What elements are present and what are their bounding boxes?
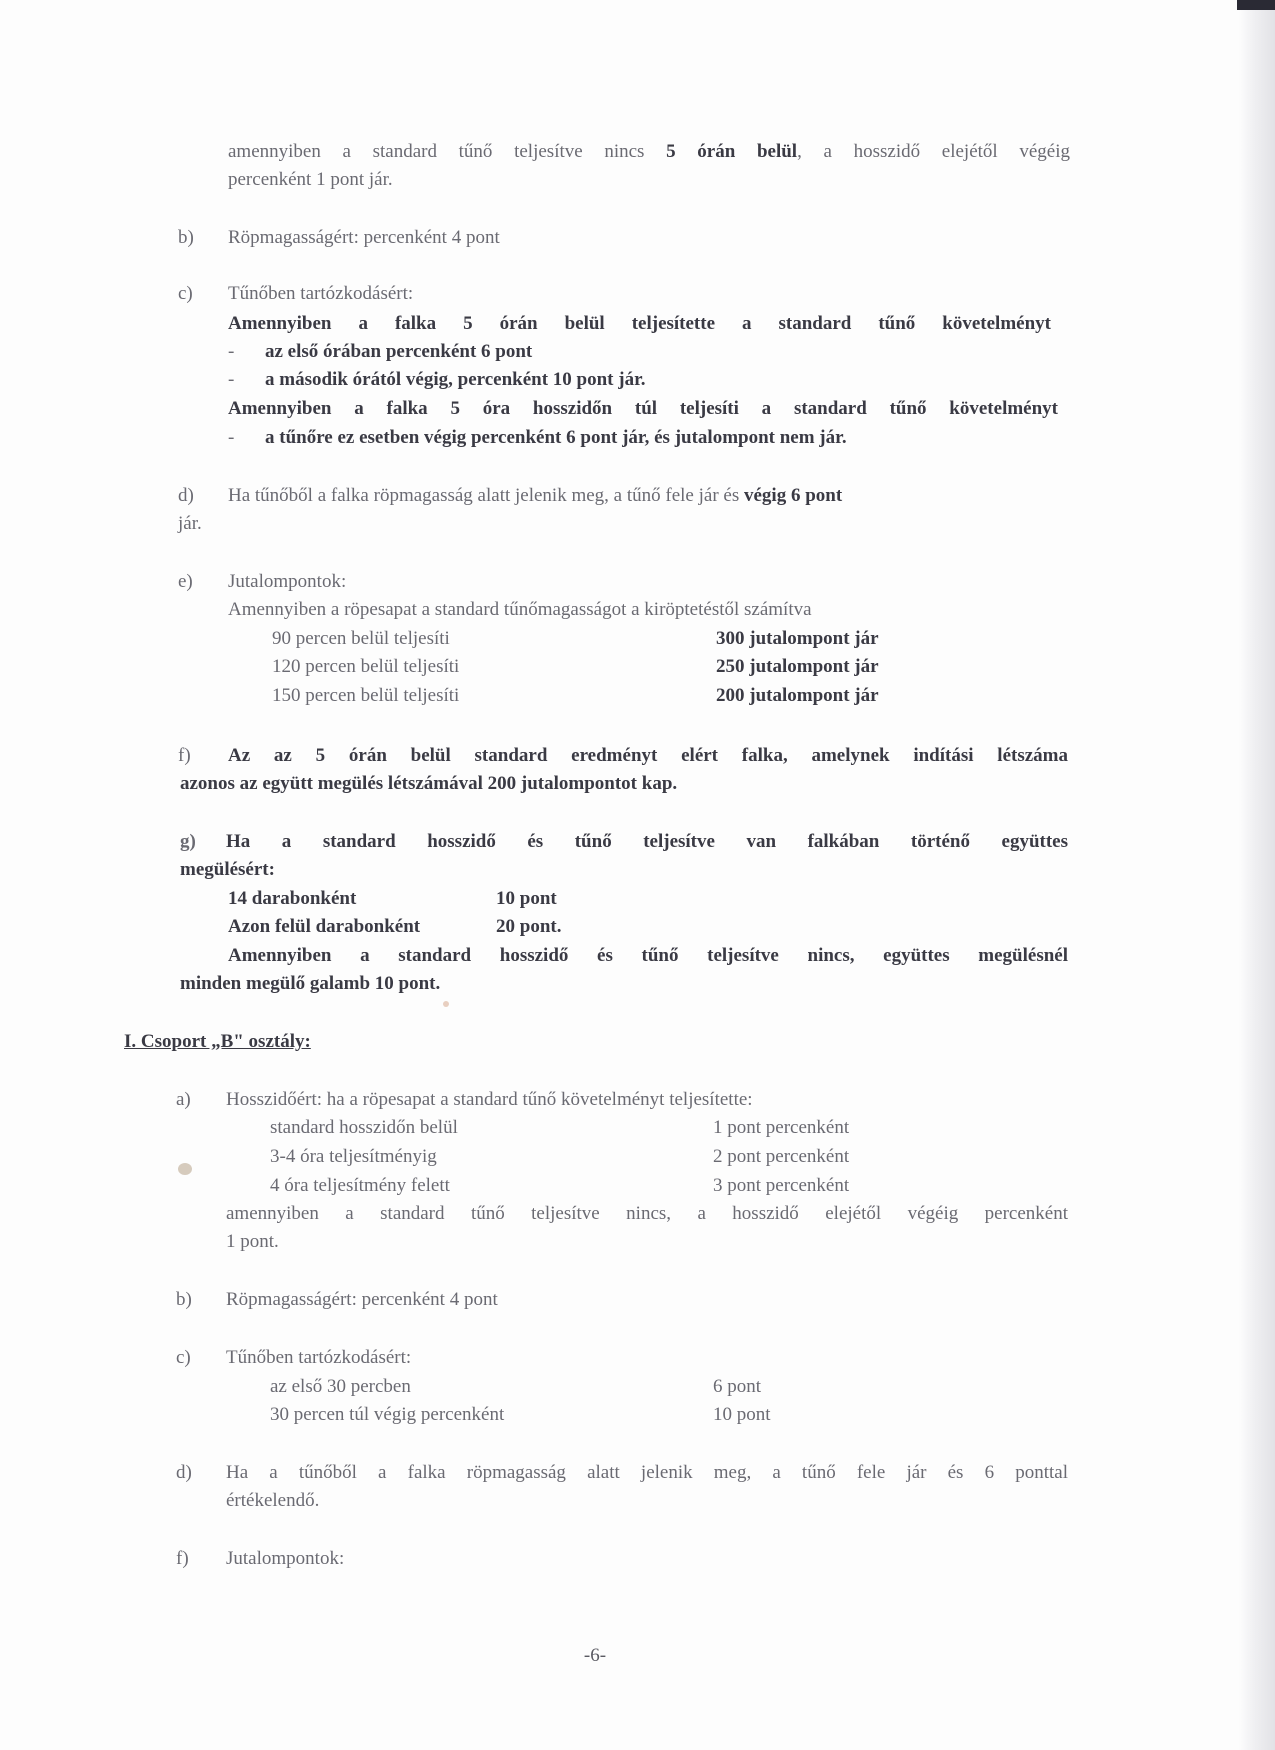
item-label-c: c) (176, 1347, 191, 1368)
item-g-line-2: megülésért: (180, 859, 275, 880)
item-label-f: f) (176, 1548, 189, 1569)
bonus-row-right: 20 pont. (496, 916, 562, 937)
item-label-d: d) (176, 1462, 192, 1483)
item-d-line-1: Ha tűnőből a falka röpmagasság alatt jelenik meg, a tűnő fele jár és végig 6 pont (228, 485, 843, 506)
item-c-line-2: az első órában percenként 6 pont (265, 341, 533, 362)
bonus-row-left: 14 darabonként (228, 888, 357, 909)
item-label-b: b) (176, 1289, 192, 1310)
scan-corner-mark (1237, 0, 1275, 10)
item-label-g: g) (180, 831, 196, 852)
item-c-line-4: Amennyiben a falka 5 óra hosszidőn túl teljesíti a standard tűnő követelményt (228, 398, 1058, 419)
item-b-text: Röpmagasságért: percenként 4 pont (228, 227, 500, 248)
reward-row-right: 200 jutalompont jár (716, 685, 879, 706)
item-f-line-2: azonos az együtt megülés létszámával 200 jutalompontot kap. (180, 773, 678, 794)
dash-bullet: - (228, 341, 235, 362)
item-bc-title: Tűnőben tartózkodásért: (226, 1347, 412, 1368)
score-row-right: 6 pont (713, 1376, 762, 1397)
reward-row-right: 300 jutalompont jár (716, 628, 879, 649)
item-bd-line-1: Ha a tűnőből a falka röpmagasság alatt jelenik meg, a tűnő fele jár és 6 ponttal (226, 1462, 1068, 1483)
item-bf-title: Jutalompontok: (226, 1548, 345, 1569)
item-label-f: f) (178, 745, 191, 766)
rate-row-left: 3-4 óra teljesítményig (270, 1146, 437, 1167)
item-d-line-2: jár. (178, 513, 202, 534)
item-f-line-1: Az az 5 órán belül standard eredményt elért falka, amelynek indítási létszáma (228, 745, 1068, 766)
item-ba-line-1: amennyiben a standard tűnő teljesítve nincs, a hosszidő elejétől végéig percenként (226, 1203, 1068, 1224)
item-ba-title: Hosszidőért: ha a röpesapat a standard tűnő követelményt teljesítette: (226, 1089, 753, 1110)
page-number: -6- (583, 1645, 607, 1666)
rate-row-left: 4 óra teljesítmény felett (270, 1175, 450, 1196)
item-c-line-3: a második órától végig, percenként 10 pont jár. (265, 369, 646, 390)
dash-bullet: - (228, 369, 235, 390)
item-bb-text: Röpmagasságért: percenként 4 pont (226, 1289, 498, 1310)
item-g-line-1: Ha a standard hosszidő és tűnő teljesítve van falkában történő együttes (226, 831, 1068, 852)
rate-row-right: 2 pont percenként (713, 1146, 850, 1167)
item-ba-line-2: 1 pont. (226, 1231, 279, 1252)
section-heading: I. Csoport „B" osztály: (124, 1031, 311, 1052)
item-label-b: b) (178, 227, 194, 248)
item-label-d: d) (178, 485, 194, 506)
item-bd-line-2: értékelendő. (226, 1490, 320, 1511)
item-e-intro: Amennyiben a röpesapat a standard tűnőmagasságot a kiröptetéstől számítva (228, 599, 812, 620)
scan-edge-shadow (1239, 0, 1275, 1750)
reward-row-left: 150 percen belül teljesíti (272, 685, 460, 706)
item-label-e: e) (178, 571, 193, 592)
score-row-left: az első 30 percben (270, 1376, 411, 1397)
item-c-line-1: Amennyiben a falka 5 órán belül teljesítette a standard tűnő követelményt (228, 313, 1051, 334)
paper-speck (178, 1163, 192, 1175)
score-row-right: 10 pont (713, 1404, 771, 1425)
rate-row-left: standard hosszidőn belül (270, 1117, 458, 1138)
rate-row-right: 3 pont percenként (713, 1175, 850, 1196)
bonus-row-right: 10 pont (496, 888, 557, 909)
rate-row-right: 1 pont percenként (713, 1117, 850, 1138)
paper-speck (443, 1001, 449, 1007)
bonus-row-left: Azon felül darabonként (228, 916, 421, 937)
dash-bullet: - (228, 427, 235, 448)
top-line-2: percenként 1 pont jár. (228, 169, 393, 190)
reward-row-right: 250 jutalompont jár (716, 656, 879, 677)
reward-row-left: 120 percen belül teljesíti (272, 656, 460, 677)
item-c-line-5: a tűnőre ez esetben végig percenként 6 pont jár, és jutalompont nem jár. (265, 427, 847, 448)
item-g-line-3: Amennyiben a standard hosszidő és tűnő teljesítve nincs, együttes megülésnél (228, 945, 1068, 966)
item-e-title: Jutalompontok: (228, 571, 347, 592)
item-label-c: c) (178, 283, 193, 304)
score-row-left: 30 percen túl végig percenként (270, 1404, 505, 1425)
reward-row-left: 90 percen belül teljesíti (272, 628, 450, 649)
item-g-line-4: minden megülő galamb 10 pont. (180, 973, 441, 994)
top-line-1: amennyiben a standard tűnő teljesítve nincs 5 órán belül, a hosszidő elejétől végéig (228, 141, 1070, 162)
item-label-a: a) (176, 1089, 191, 1110)
item-c-title: Tűnőben tartózkodásért: (228, 283, 414, 304)
